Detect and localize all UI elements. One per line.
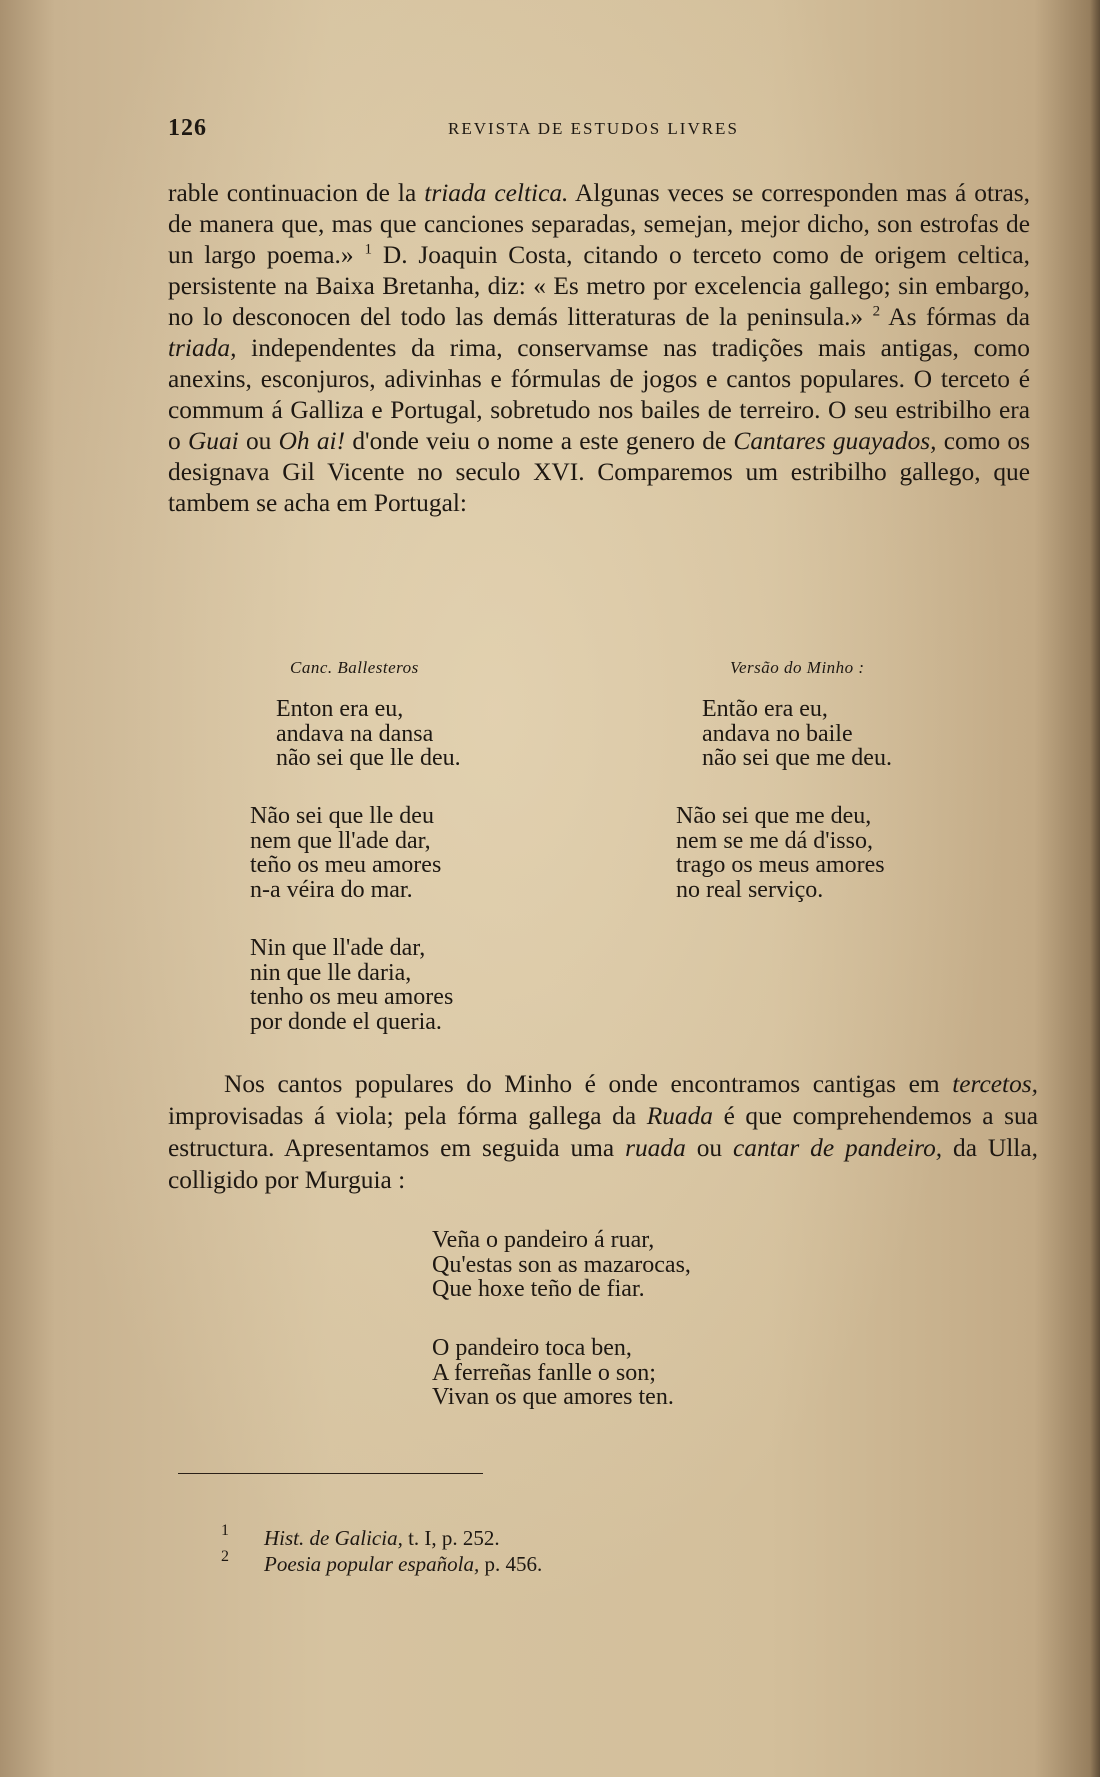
verse-line: por donde el queria. <box>250 1008 442 1035</box>
verse-line: nem se me dá d'isso, <box>676 827 873 854</box>
text-run: D. Joaquin Costa, citando o terceto como de origem celtica, persistente na Baixa Bretanha, diz: « Es metro por excelencia gallego; sin embargo, no lo desconocen del todo las demás litteraturas de la peninsula.» <box>168 241 1030 331</box>
ruada-stanza-1 <box>432 1228 691 1302</box>
verse-line: andava no baile <box>702 720 853 747</box>
italic-term: ruada <box>625 1134 686 1162</box>
italic-term: Guai <box>187 427 239 455</box>
italic-term: cantar de pandeiro, <box>732 1134 943 1162</box>
italic-term: Oh ai! <box>278 427 346 455</box>
italic-term: Ruada <box>646 1102 713 1130</box>
footnote-title: Hist. de Galicia, <box>264 1526 403 1550</box>
verse-line: teño os meu amores <box>250 852 442 878</box>
page-edge-shadow <box>1090 0 1100 1777</box>
verse-line: Não sei que me deu, <box>676 803 872 829</box>
italic-term: tercetos, <box>952 1070 1038 1098</box>
verse-line: Que hoxe teño de fiar. <box>432 1276 645 1302</box>
journal-title: REVISTA DE ESTUDOS LIVRES <box>448 119 739 138</box>
text-run: Algunas veces se corresponden mas á otras, de manera que, mas que canciones separadas, semejan, mejor dicho, son estrofas de un largo poema.» <box>168 179 1030 269</box>
right-column-heading: Versão do Minho : <box>730 658 865 677</box>
verse-line: O pandeiro toca ben, <box>432 1335 632 1361</box>
verse-line: Não sei que lle deu <box>250 803 434 829</box>
verse-line: no real serviço. <box>676 876 824 903</box>
verse-line: Vivan os que amores ten. <box>432 1384 674 1410</box>
paragraph-1 <box>168 178 1030 519</box>
verse-line: tenho os meu amores <box>250 984 454 1010</box>
footnote-ref[interactable]: 2 <box>872 303 881 320</box>
verse-line: Qu'estas son as mazarocas, <box>432 1251 691 1278</box>
verse-line: A ferreñas fanlle o son; <box>432 1359 656 1386</box>
footnote-title: Poesia popular española, <box>264 1552 480 1576</box>
text-run: ou <box>696 1134 723 1162</box>
running-head <box>168 115 928 139</box>
verse-line: Nin que ll'ade dar, <box>250 935 426 961</box>
text-run: rable continuacion de la <box>168 179 417 207</box>
verse-line: nin que lle daria, <box>250 959 412 986</box>
verse-line: trago os meus amores <box>676 852 885 878</box>
text-run: é que comprehendemos a sua estructura. Apresentamos em seguida uma <box>168 1102 1038 1162</box>
text-run: como os designava Gil Vicente no seculo XVI. Comparemos um estribilho gallego, que tambem se acha em Portugal: <box>168 427 1030 517</box>
italic-term: triada, <box>168 334 237 362</box>
right-stanza-2 <box>676 804 885 902</box>
left-stanza-3 <box>250 936 453 1034</box>
paragraph-2 <box>168 1068 1038 1196</box>
footnote-ref-text: t. I, p. 252. <box>408 1526 500 1550</box>
footnote-rule <box>178 1473 483 1474</box>
text-run: As fórmas da <box>888 303 1030 331</box>
left-stanza-2 <box>250 804 441 902</box>
text-run: improvisadas á viola; pela fórma gallega da <box>168 1102 637 1130</box>
footnote-ref-text: p. 456. <box>484 1552 543 1576</box>
verse-line: não sei que lle deu. <box>276 745 461 771</box>
verse-line: nem que ll'ade dar, <box>250 827 431 854</box>
verse-line: n-a véira do mar. <box>250 876 413 903</box>
text-run: Nos cantos populares do Minho é onde encontramos cantigas em <box>224 1070 940 1098</box>
verse-line: Veña o pandeiro á ruar, <box>432 1227 655 1253</box>
italic-term: triada celtica. <box>424 179 569 207</box>
verse-line: Enton era eu, <box>276 696 404 722</box>
italic-term: Cantares guayados, <box>733 427 937 455</box>
page-number: 126 <box>168 115 207 141</box>
text-run: independentes da rima, conservamse nas tradições mais antigas, como anexins, esconjuros, adivinhas e fórmulas de jogos e cantos populares. O terceto é commum á Galliza e Portugal, sobretudo nos bailes de terreiro. O seu estribilho era o <box>168 334 1030 455</box>
right-stanza-1 <box>702 697 892 771</box>
left-stanza-1 <box>276 697 461 771</box>
text-run: ou <box>245 427 272 455</box>
footnote-number: 2 <box>221 1548 229 1565</box>
footnote-ref[interactable]: 1 <box>364 241 372 258</box>
text-run: d'onde veiu o nome a este genero de <box>352 427 727 455</box>
left-column-heading: Canc. Ballesteros <box>290 658 419 677</box>
text-run: da Ulla, colligido por Murguia : <box>168 1134 1038 1194</box>
verse-line: não sei que me deu. <box>702 745 892 771</box>
footnote-number: 1 <box>221 1522 229 1539</box>
ruada-stanza-2 <box>432 1336 674 1410</box>
verse-line: Então era eu, <box>702 696 828 722</box>
verse-line: andava na dansa <box>276 720 434 747</box>
